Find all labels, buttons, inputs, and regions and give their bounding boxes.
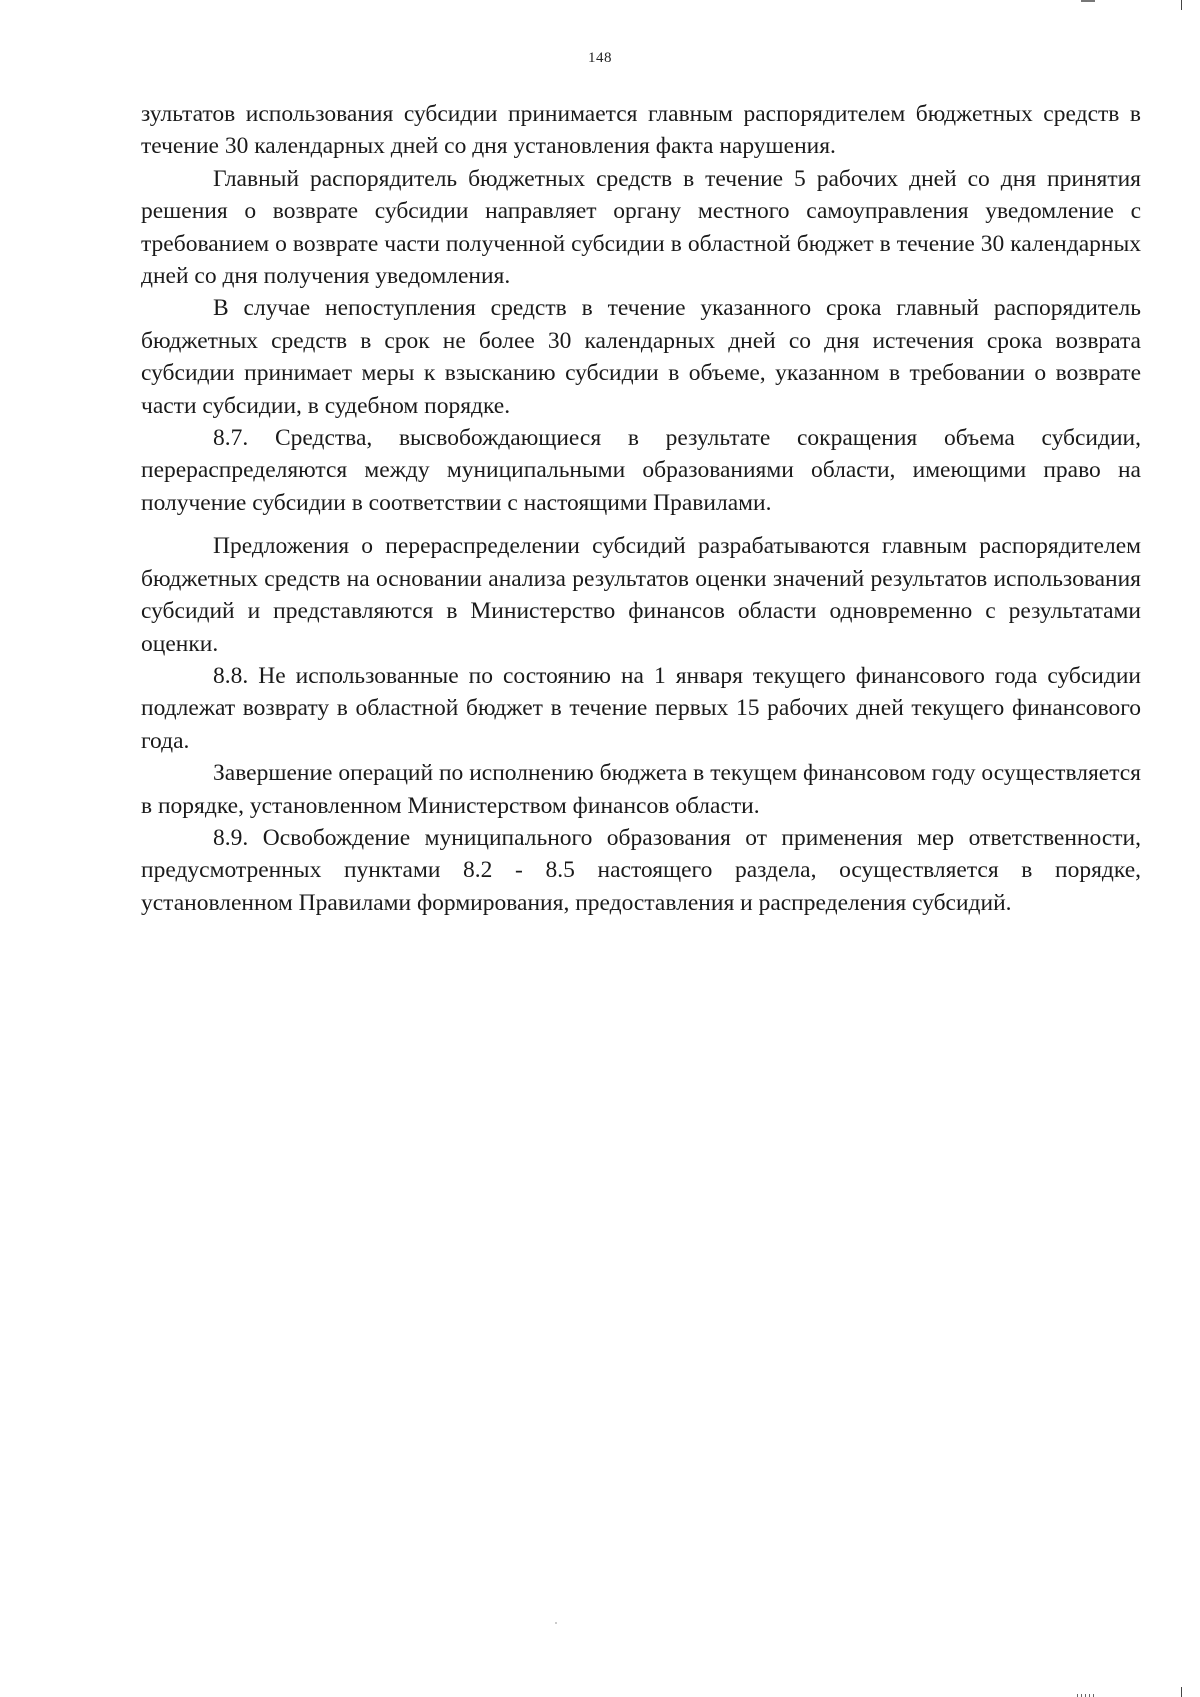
paragraph-redistribution-proposals: Предложения о перераспределении субсидий разрабатываются главным распорядителем бюджетных средств на основании анализа результатов оценки значений результатов использования субсидий и представляются в Министерство финансов области одновременно с результатами оценки. bbox=[141, 533, 1141, 657]
scan-edge-mark bbox=[1181, 1687, 1182, 1697]
paragraph-return-notice: Главный распорядитель бюджетных средств в течение 5 рабочих дней со дня принятия решения о возврате субсидии направляет органу местного самоуправления уведомление с требованием о возврате части полученной субсидии в областной бюджет в течение 30 календарных дней со дня получения уведомления. bbox=[141, 165, 1141, 290]
paragraph-budget-completion: Завершение операций по исполнению бюджета в текущем финансовом году осуществляется в порядке, установленном Министерством финансов области. bbox=[141, 760, 1141, 819]
scan-edge-mark bbox=[1081, 0, 1095, 2]
page-number: 148 bbox=[588, 50, 612, 66]
paragraph-continuation: зультатов использования субсидии принимается главным распорядителем бюджетных средств в течение 30 календарных дней со дня установления факта нарушения. bbox=[141, 101, 1141, 160]
paragraph-non-receipt: В случае непоступления средств в течение указанного срока главный распорядитель бюджетных средств в срок не более 30 календарных дней со дня истечения срока возврата субсидии принимает меры к взысканию субсидии в объеме, указанном в требовании о возврате части субсидии, в судебном порядке. bbox=[141, 295, 1141, 419]
paragraph-8-8: 8.8. Не использованные по состоянию на 1 января текущего финансового года субсидии подлежат возврату в областной бюджет в течение первых 15 рабочих дней текущего финансового года. bbox=[141, 662, 1141, 754]
scan-speck bbox=[555, 1622, 557, 1624]
document-body bbox=[141, 98, 1141, 919]
scan-edge-mark bbox=[1181, 0, 1182, 10]
paragraph-8-7: 8.7. Средства, высвобождающиеся в результате сокращения объема субсидии, перераспределяются между муниципальными образованиями области, имеющими право на получение субсидии в соответствии с настоящими Правилами. bbox=[141, 425, 1141, 516]
paragraph-8-9: 8.9. Освобождение муниципального образования от применения мер ответственности, предусмотренных пунктами 8.2 - 8.5 настоящего раздела, осуществляется в порядке, установленном Правилами формирования, предоставления и распределения субсидий. bbox=[141, 824, 1141, 916]
